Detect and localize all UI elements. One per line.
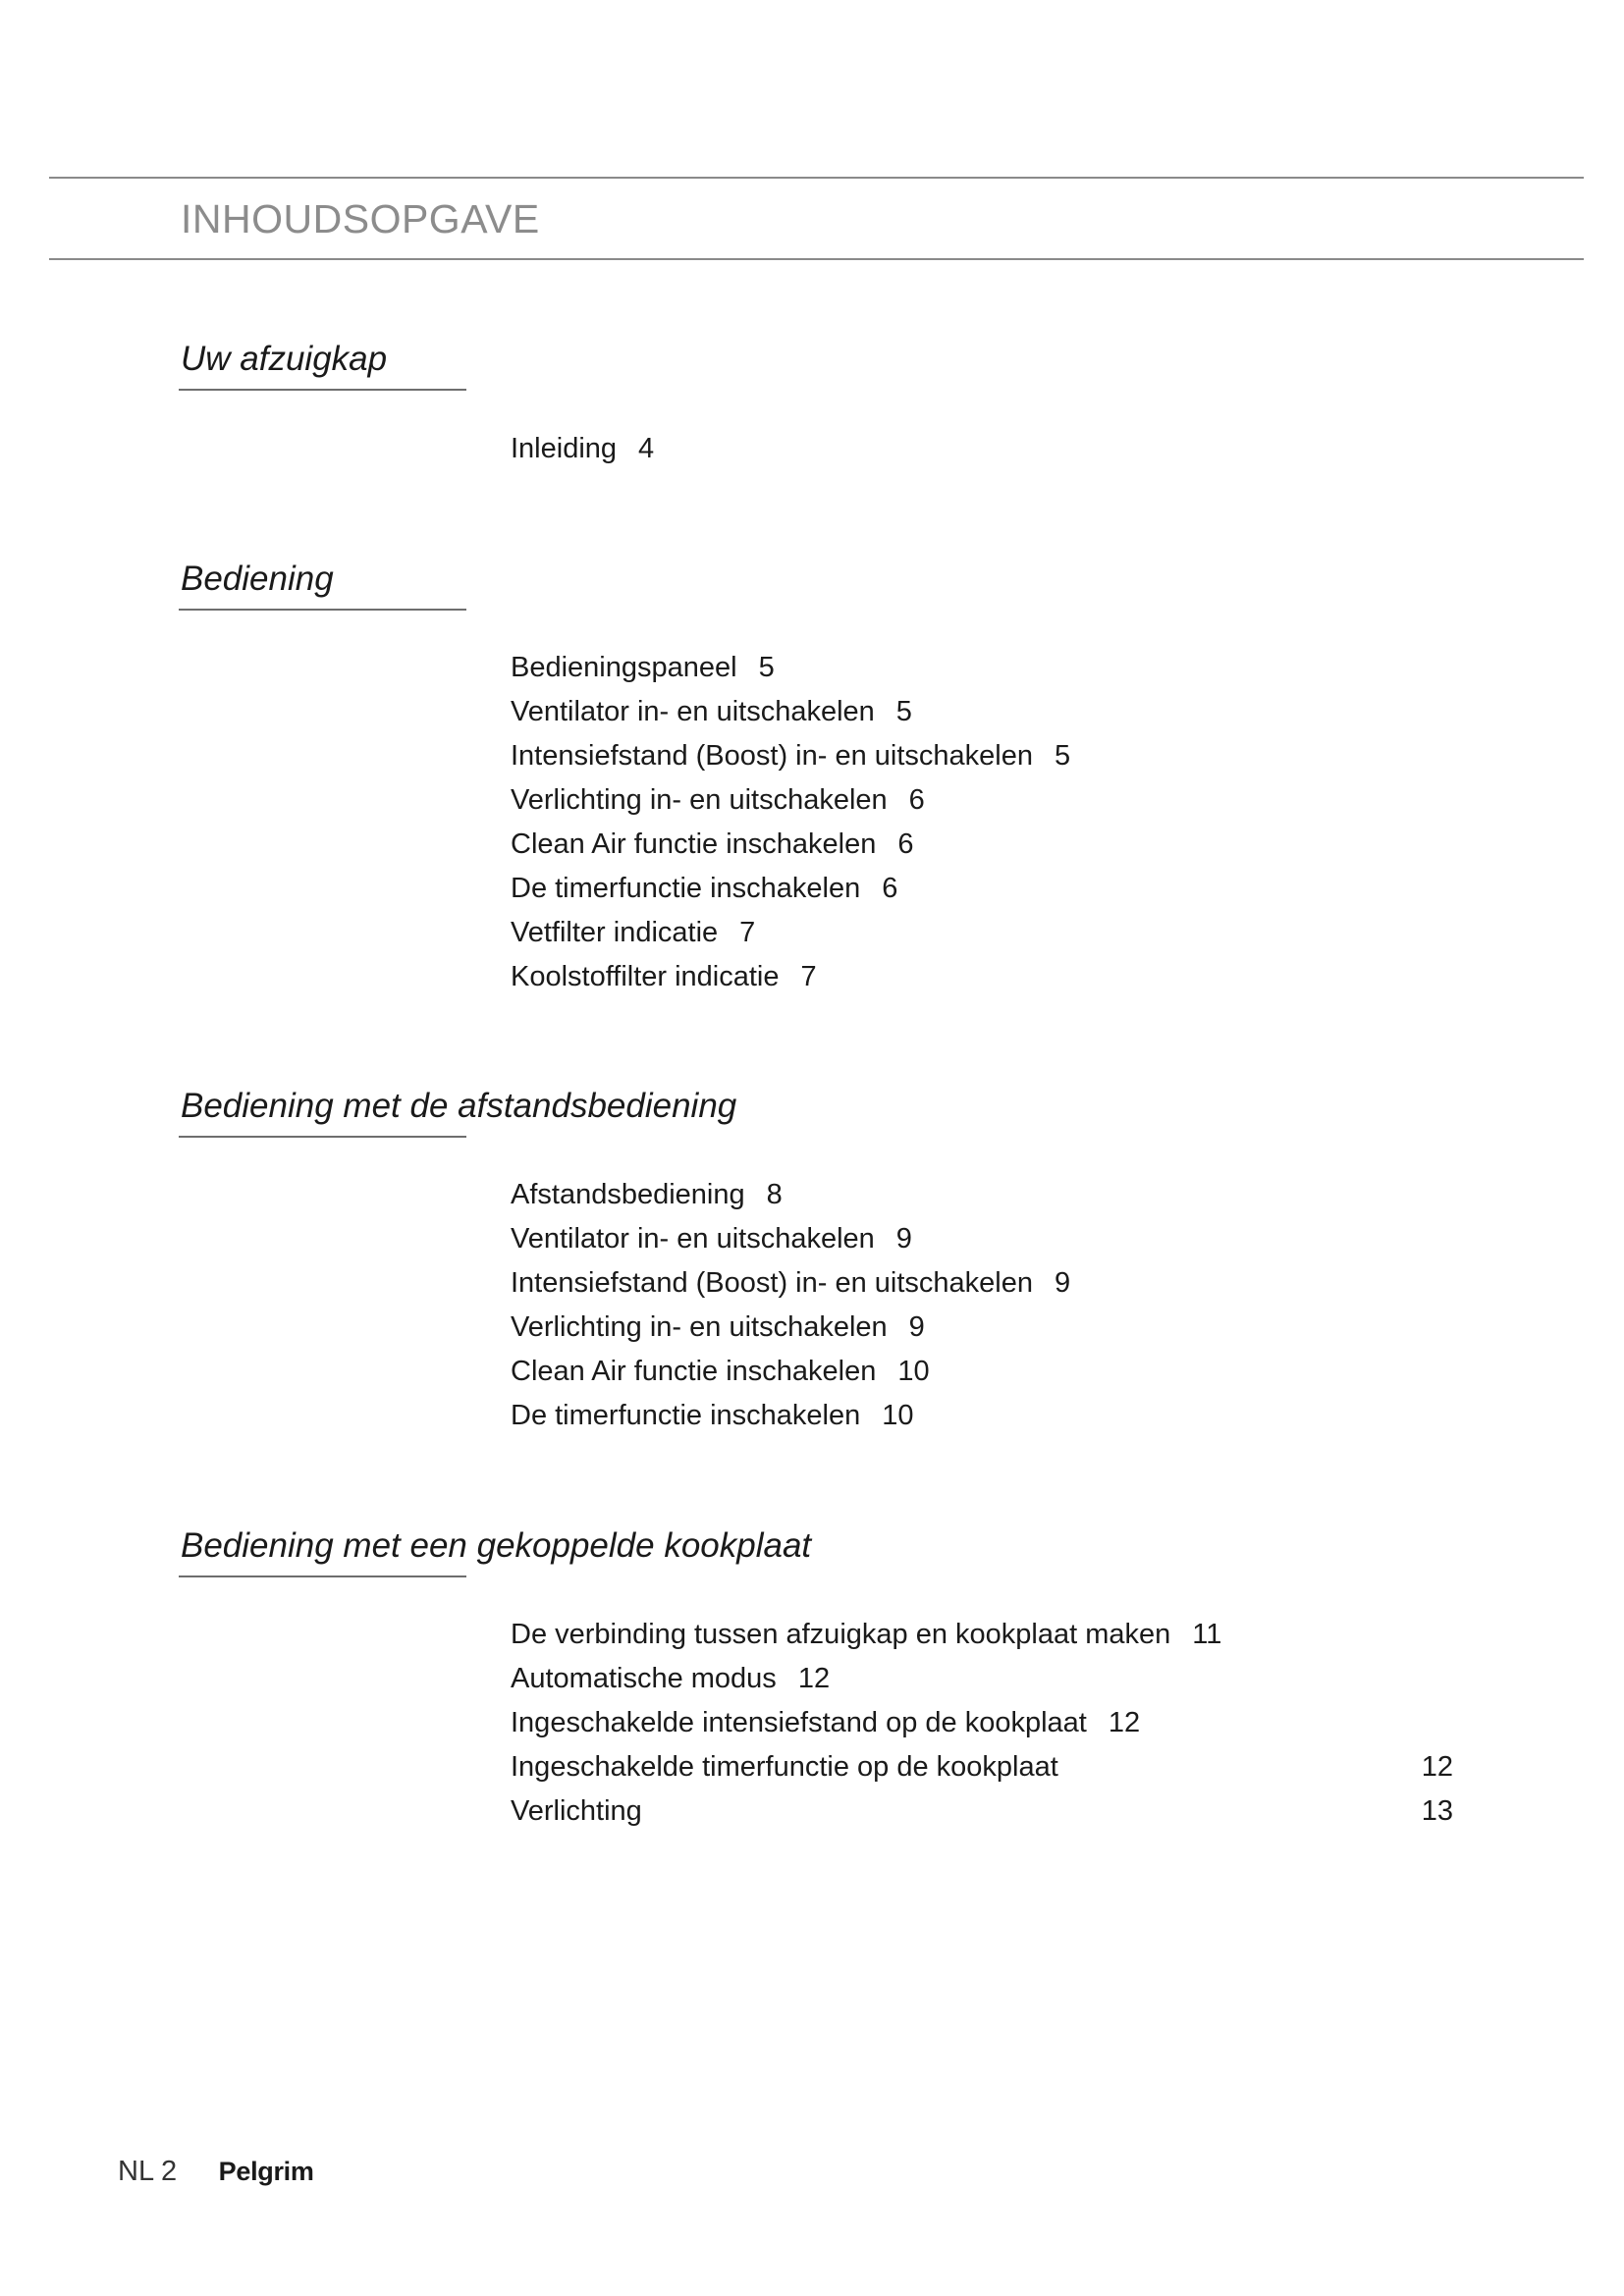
section-heading: Uw afzuigkap: [181, 340, 388, 378]
toc-entry-page: 6: [882, 873, 898, 904]
toc-entry-label: Ingeschakelde intensiefstand op de kookplaat: [511, 1707, 1087, 1738]
toc-entry-label: Bedieningspaneel: [511, 652, 737, 683]
toc-entry-label: Verlichting: [511, 1795, 642, 1827]
toc-entry-page: 12: [797, 1663, 831, 1694]
section-underline: [179, 609, 466, 611]
section-heading: Bediening met de afstandsbediening: [181, 1087, 737, 1125]
toc-entry-label: Clean Air functie inschakelen: [511, 828, 877, 860]
toc-entry-label: Vetfilter indicatie: [511, 917, 719, 948]
toc-entry-page: 9: [895, 1223, 912, 1255]
toc-entry[interactable]: [511, 1613, 1453, 1657]
toc-entry-page: 10: [897, 1356, 930, 1387]
toc-entry[interactable]: [511, 1350, 1453, 1394]
toc-entry-label: Afstandsbediening: [511, 1179, 745, 1210]
toc-entry-label: Ingeschakelde timerfunctie op de kookplaat: [511, 1751, 1058, 1783]
brand-logo: Pelgrim: [218, 2157, 314, 2186]
toc-entry-page: 6: [897, 828, 914, 860]
toc-entry-page: 9: [908, 1311, 925, 1343]
toc-entry[interactable]: [511, 1657, 1453, 1701]
toc-entry[interactable]: [511, 1789, 1453, 1834]
toc-entry-page: 13: [1421, 1795, 1453, 1827]
toc-entry-page: 12: [1421, 1751, 1453, 1783]
toc-entry-page: 9: [1054, 1267, 1071, 1299]
toc-entry-page: 12: [1108, 1707, 1141, 1738]
section-underline: [179, 1136, 466, 1138]
header-bottom-rule: [49, 258, 1584, 260]
toc-entry[interactable]: [511, 646, 1453, 690]
toc-entry-page: 7: [800, 961, 817, 992]
toc-entry-page: 7: [739, 917, 756, 948]
page-number: NL 2: [118, 2156, 178, 2187]
toc-entry-label: De timerfunctie inschakelen: [511, 1400, 861, 1431]
toc-entry[interactable]: [511, 867, 1453, 911]
page-title: INHOUDSOPGAVE: [181, 196, 540, 241]
toc-entry-label: Clean Air functie inschakelen: [511, 1356, 877, 1387]
toc-list: [511, 1173, 1453, 1438]
toc-entry-page: 6: [908, 784, 925, 816]
toc-entry-page: 11: [1192, 1619, 1222, 1650]
toc-entry[interactable]: [511, 1173, 1453, 1217]
toc-entry-label: De timerfunctie inschakelen: [511, 873, 861, 904]
toc-entry-page: 5: [758, 652, 775, 683]
toc-entry-page: 5: [895, 696, 912, 727]
toc-entry[interactable]: [511, 427, 1453, 471]
toc-list: [511, 427, 1453, 471]
toc-entry[interactable]: [511, 1306, 1453, 1350]
toc-list: [511, 1613, 1453, 1834]
toc-entry[interactable]: [511, 1217, 1453, 1261]
toc-entry-label: Automatische modus: [511, 1663, 777, 1694]
toc-entry-label: Ventilator in- en uitschakelen: [511, 1223, 875, 1255]
section-underline: [179, 389, 466, 391]
toc-entry[interactable]: [511, 690, 1453, 734]
toc-entry[interactable]: [511, 734, 1453, 778]
toc-entry-page: 4: [638, 433, 655, 464]
toc-entry-page: 5: [1054, 740, 1071, 772]
toc-entry[interactable]: [511, 1745, 1453, 1789]
toc-entry-label: Verlichting in- en uitschakelen: [511, 1311, 888, 1343]
toc-entry[interactable]: [511, 1261, 1453, 1306]
toc-entry[interactable]: [511, 1701, 1453, 1745]
header-top-rule: [49, 177, 1584, 179]
toc-list: [511, 646, 1453, 999]
toc-entry-label: Koolstoffilter indicatie: [511, 961, 780, 992]
toc-entry-page: 10: [882, 1400, 914, 1431]
toc-entry-label: De verbinding tussen afzuigkap en kookplaat maken: [511, 1619, 1171, 1650]
page-footer: [118, 2150, 314, 2193]
toc-entry-label: Ventilator in- en uitschakelen: [511, 696, 875, 727]
toc-entry-label: Inleiding: [511, 433, 618, 464]
toc-entry[interactable]: [511, 778, 1453, 823]
toc-entry-label: Intensiefstand (Boost) in- en uitschakelen: [511, 1267, 1033, 1299]
section-underline: [179, 1575, 466, 1577]
toc-entry[interactable]: [511, 955, 1453, 999]
section-heading: Bediening: [181, 560, 334, 598]
section-heading: Bediening met een gekoppelde kookplaat: [181, 1526, 812, 1565]
toc-entry-page: 8: [766, 1179, 783, 1210]
toc-entry-label: Intensiefstand (Boost) in- en uitschakelen: [511, 740, 1033, 772]
toc-entry-label: Verlichting in- en uitschakelen: [511, 784, 888, 816]
toc-entry[interactable]: [511, 1394, 1453, 1438]
toc-entry[interactable]: [511, 911, 1453, 955]
toc-entry[interactable]: [511, 823, 1453, 867]
